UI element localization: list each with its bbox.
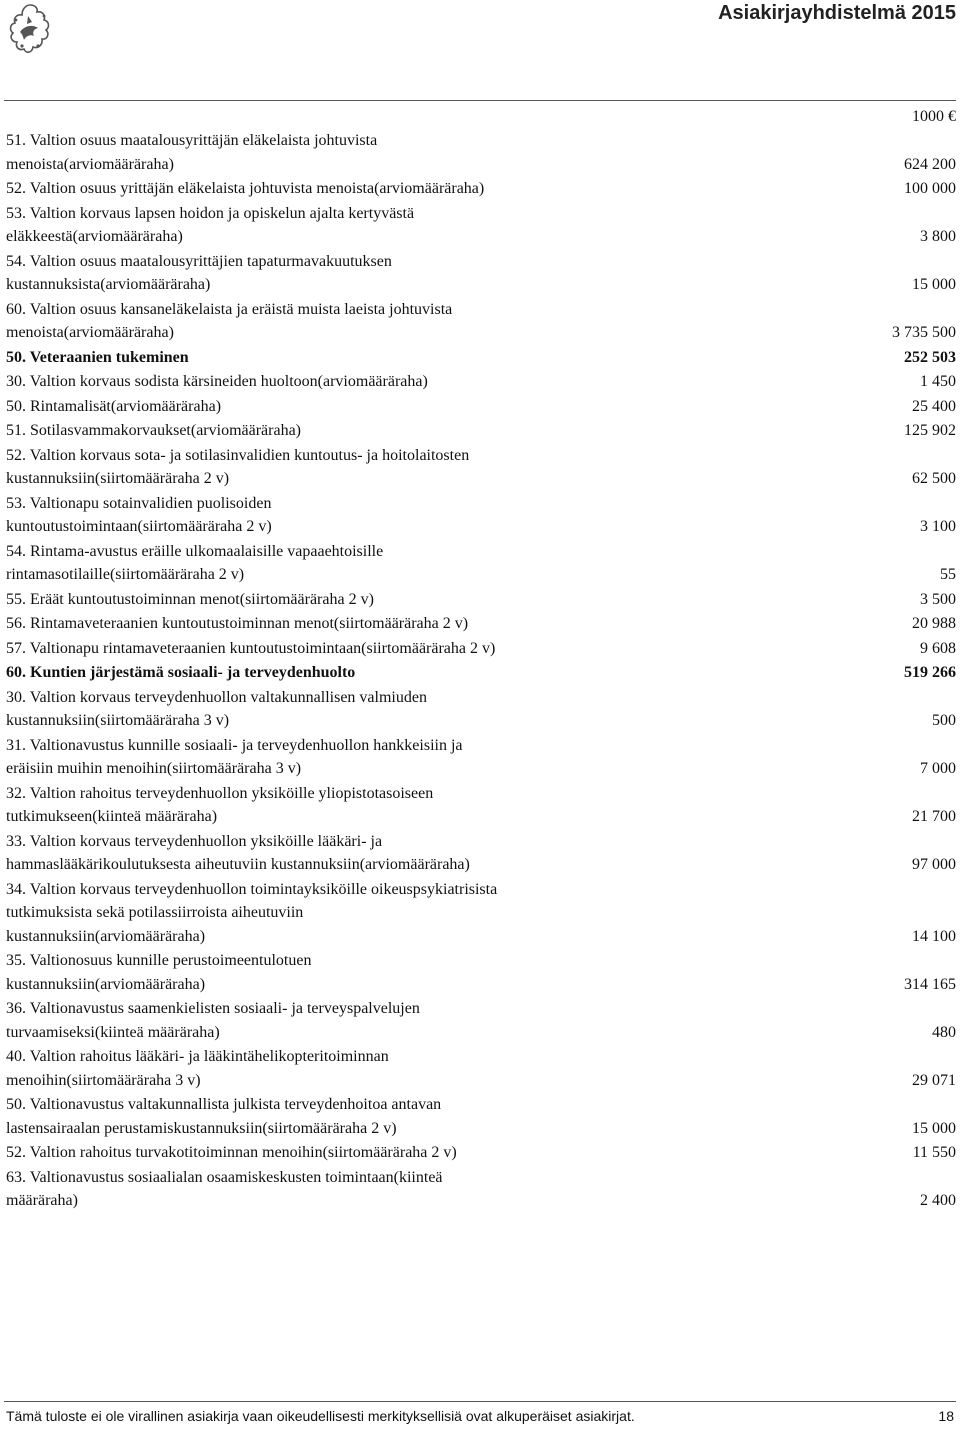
item-amount: 3 500 (920, 590, 956, 608)
item-label: 60. Valtion osuus kansaneläkelaista ja eräistä muista laeista johtuvista menoista(arviomääräraha) (6, 300, 453, 341)
item-amount: 624 200 (904, 155, 956, 173)
item-amount: 15 000 (912, 1119, 956, 1137)
header-divider (4, 100, 956, 101)
budget-item-row (6, 177, 956, 201)
budget-item-row (6, 878, 956, 949)
page-header (0, 0, 960, 104)
budget-item-row (6, 637, 956, 661)
item-amount: 252 503 (904, 348, 956, 366)
budget-heading-row (6, 661, 956, 685)
item-amount: 15 000 (912, 276, 956, 293)
budget-item-row (6, 419, 956, 443)
budget-heading-row (6, 346, 956, 370)
item-label: 63. Valtionavustus sosiaalialan osaamiskeskusten toimintaan(kiinteä määräraha) (6, 1168, 443, 1209)
item-amount: 480 (932, 1023, 956, 1041)
item-label: 53. Valtionapu sotainvalidien puolisoiden kuntoutustoimintaan(siirtomääräraha 2 v) (6, 494, 272, 535)
budget-item-row (6, 997, 956, 1044)
item-label: 54. Rintama-avustus eräille ulkomaalaisille vapaaehtoisille rintamasotilaille(siirtomääräraha 2 v) (6, 542, 384, 583)
unit-label: 1000 € (912, 108, 956, 125)
item-amount: 519 266 (904, 664, 956, 681)
item-label: 60. Kuntien järjestämä sosiaali- ja terveydenhuolto (6, 664, 356, 681)
item-amount: 25 400 (912, 397, 956, 415)
budget-item-row (6, 949, 956, 996)
budget-item-row (6, 298, 956, 345)
item-amount: 97 000 (912, 856, 956, 873)
item-amount: 62 500 (912, 470, 956, 487)
item-label: 30. Valtion korvaus sodista kärsineiden huoltoon(arviomääräraha) (6, 373, 428, 390)
item-label: 53. Valtion korvaus lapsen hoidon ja opiskelun ajalta kertyvästä eläkkeestä(arviomääräraha) (6, 204, 415, 245)
budget-item-row (6, 782, 956, 829)
budget-items (6, 129, 956, 1213)
item-label: 36. Valtionavustus saamenkielisten sosiaali- ja terveyspalvelujen turvaamiseksi(kiinteä määräraha) (6, 1000, 420, 1041)
item-amount: 1 450 (920, 373, 956, 390)
item-amount: 2 400 (920, 1192, 956, 1209)
budget-item-row (6, 1141, 956, 1165)
item-amount: 7 000 (920, 760, 956, 777)
item-amount: 9 608 (920, 639, 956, 657)
item-amount: 55 (940, 566, 956, 583)
item-label: 50. Veteraanien tukeminen (6, 348, 189, 366)
item-amount: 3 100 (920, 518, 956, 535)
item-label: 57. Valtionapu rintamaveteraanien kuntoutustoimintaan(siirtomääräraha 2 v) (6, 639, 496, 657)
page-footer (0, 1400, 960, 1429)
item-label: 56. Rintamaveteraanien kuntoutustoiminnan menot(siirtomääräraha 2 v) (6, 615, 469, 632)
page-number: 18 (938, 1408, 954, 1424)
item-label: 32. Valtion rahoitus terveydenhuollon yksiköille yliopistotasoiseen tutkimukseen(kiinteä määräraha) (6, 784, 434, 825)
budget-item-row (6, 612, 956, 636)
budget-item-row (6, 1166, 956, 1213)
budget-item-row (6, 540, 956, 587)
item-amount: 11 550 (912, 1144, 956, 1161)
budget-item-row (6, 588, 956, 612)
budget-list (6, 104, 956, 1214)
item-label: 50. Rintamalisät(arviomääräraha) (6, 397, 222, 415)
budget-item-row (6, 734, 956, 781)
item-label: 40. Valtion rahoitus lääkäri- ja lääkintähelikopteritoiminnan menoihin(siirtomääräraha 3 v) (6, 1048, 389, 1089)
budget-item-row (6, 492, 956, 539)
budget-item-row (6, 686, 956, 733)
item-amount: 500 (932, 712, 956, 729)
budget-item-row (6, 202, 956, 249)
item-label: 51. Sotilasvammakorvaukset(arviomääräraha) (6, 422, 301, 439)
item-amount: 314 165 (904, 975, 956, 993)
item-label: 52. Valtion korvaus sota- ja sotilasinvalidien kuntoutus- ja hoitolaitosten kustannuksiin(siirtomääräraha 2 v) (6, 446, 470, 487)
item-label: 50. Valtionavustus valtakunnallista julkista terveydenhoitoa antavan lastensairaalan perustamiskustannuksiin(siirtomääräraha 2 v) (6, 1096, 442, 1137)
item-amount: 100 000 (904, 180, 956, 197)
item-label: 51. Valtion osuus maatalousyrittäjän eläkelaista johtuvista menoista(arviomääräraha) (6, 132, 378, 173)
item-label: 52. Valtion osuus yrittäjän eläkelaista johtuvista menoista(arviomääräraha) (6, 180, 485, 197)
item-label: 35. Valtionosuus kunnille perustoimeentulotuen kustannuksiin(arviomääräraha) (6, 952, 312, 993)
item-amount: 20 988 (912, 615, 956, 632)
item-label: 31. Valtionavustus kunnille sosiaali- ja terveydenhuollon hankkeisiin ja eräisiin muihin menoihin(siirtomääräraha 3 v) (6, 736, 463, 777)
budget-item-row (6, 1093, 956, 1140)
budget-item-row (6, 395, 956, 419)
item-label: 34. Valtion korvaus terveydenhuollon toimintayksiköille oikeuspsykiatrisista tutkimuksista sekä potilassiirroista aiheutuviin kustannuksiin(arviomääräraha) (6, 880, 498, 945)
budget-item-row (6, 129, 956, 176)
item-label: 52. Valtion rahoitus turvakotitoiminnan menoihin(siirtomääräraha 2 v) (6, 1144, 457, 1161)
item-label: 54. Valtion osuus maatalousyrittäjien tapaturmavakuutuksen kustannuksista(arviomääräraha) (6, 252, 392, 293)
item-amount: 125 902 (904, 422, 956, 439)
item-label: 33. Valtion korvaus terveydenhuollon yksiköille lääkäri- ja hammaslääkärikoulutuksesta aiheutuviin kustannuksiin(arviomääräraha) (6, 832, 470, 873)
item-amount: 29 071 (912, 1071, 956, 1089)
budget-item-row (6, 1045, 956, 1092)
item-label: 30. Valtion korvaus terveydenhuollon valtakunnallisen valmiuden kustannuksiin(siirtomääräraha 3 v) (6, 688, 427, 729)
finnish-lion-coat-of-arms-icon (4, 2, 56, 58)
item-amount: 21 700 (912, 808, 956, 825)
item-amount: 3 800 (920, 228, 956, 245)
document-title: Asiakirjayhdistelmä 2015 (718, 2, 956, 24)
budget-item-row (6, 250, 956, 297)
item-label: 55. Eräät kuntoutustoiminnan menot(siirtomääräraha 2 v) (6, 590, 374, 608)
footer-divider (4, 1401, 956, 1402)
footer-disclaimer: Tämä tuloste ei ole virallinen asiakirja vaan oikeudellisesti merkityksellisiä ovat alkuperäiset asiakirjat. (6, 1408, 635, 1424)
budget-item-row (6, 370, 956, 394)
budget-item-row (6, 830, 956, 877)
item-amount: 14 100 (912, 927, 956, 945)
budget-item-row (6, 444, 956, 491)
item-amount: 3 735 500 (892, 324, 956, 341)
